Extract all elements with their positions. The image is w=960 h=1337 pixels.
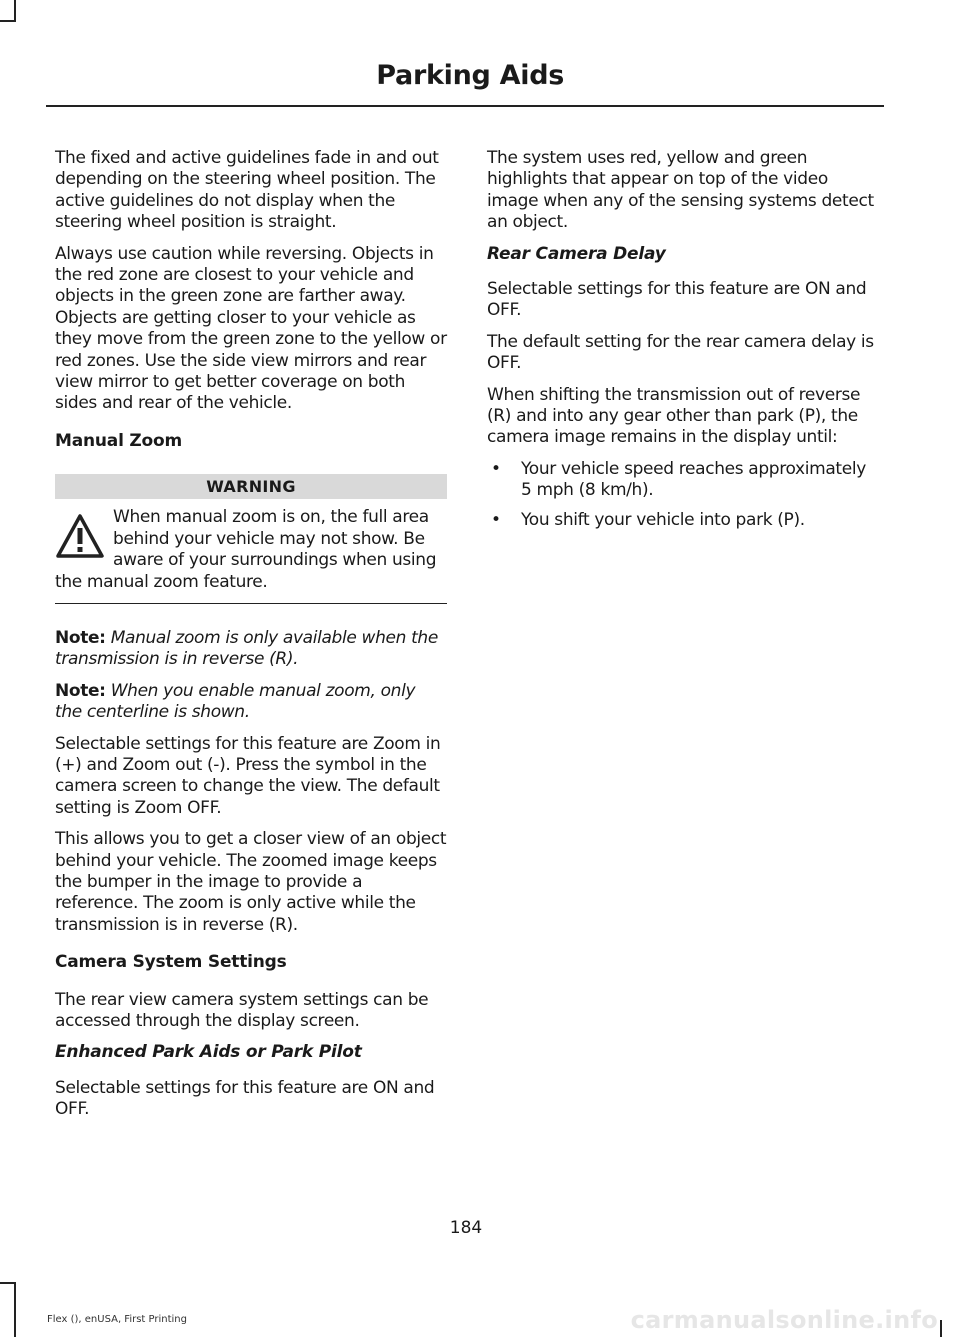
list-item [487,459,879,502]
paragraph-delay-default: The default setting for the rear camera delay is OFF. [487,331,874,374]
crop-mark-bottom-left-v [14,1282,16,1337]
note-text: When you enable manual zoom, only the centerline is shown. [55,680,416,723]
bullet-icon: • [491,509,501,530]
edition-footer: Flex (), enUSA, First Printing [47,1314,187,1325]
condition-list [487,459,879,531]
heading-rear-camera-delay: Rear Camera Delay [487,243,666,264]
note-label: Note: [55,627,106,648]
note-label: Note: [55,680,106,701]
warning-header: WARNING [55,474,447,499]
paragraph-enhanced-settings: Selectable settings for this feature are ON and OFF. [55,1077,435,1120]
list-item-text: Your vehicle speed reaches approximately 5 mph (8 km/h). [521,458,866,501]
crop-mark-bottom-left-h [0,1282,16,1284]
warning-text: When manual zoom is on, the full area behind your vehicle may not show. Be aware of your surroundings when using the manual zoom feature. [55,507,437,592]
paragraph-shifting: When shifting the transmission out of reverse (R) and into any gear other than park (P), the camera image remains in the display until: [487,384,861,448]
watermark: carmanualsonline.info [630,1306,938,1334]
crop-mark-bottom-right-v [940,1320,942,1337]
paragraph-guidelines: The fixed and active guidelines fade in and out depending on the steering wheel position. The active guidelines do not display when the steering wheel position is straight. [55,148,439,233]
heading-camera-system-settings: Camera System Settings [55,952,287,973]
note-text: Manual zoom is only available when the transmission is in reverse (R). [55,627,438,670]
bullet-icon: • [491,458,501,479]
paragraph-caution: Always use caution while reversing. Objects in the red zone are closest to your vehicle and objects in the green zone are farther away. Objects are getting closer to your vehicle as they move from the green zone to the yellow or red zones. Use the side view mirrors and rear view mirror to get better coverage on both sides and rear of the vehicle. [55,243,447,414]
crop-mark-top-left-v [14,0,16,22]
paragraph-camera-settings-access: The rear view camera system settings can be accessed through the display screen. [55,989,429,1031]
paragraph-zoom-settings: Selectable settings for this feature are Zoom in (+) and Zoom out (-). Press the symbol in the camera screen to change the view. The default setting is Zoom OFF. [55,733,441,818]
crop-mark-top-left-h [0,20,16,22]
paragraph-delay-settings: Selectable settings for this feature are ON and OFF. [487,279,867,321]
left-column [55,148,447,1131]
paragraph-highlights: The system uses red, yellow and green highlights that appear on top of the video image when any of the sensing systems detect an object. [487,148,874,233]
note-manual-zoom-availability [55,628,447,671]
right-column [487,148,879,539]
page-number: 184 [449,1218,483,1238]
page-title: Parking Aids [376,60,564,91]
list-item-text: You shift your vehicle into park (P). [521,509,805,530]
heading-manual-zoom: Manual Zoom [55,430,183,451]
warning-triangle-icon [55,513,105,559]
heading-enhanced-park-aids: Enhanced Park Aids or Park Pilot [55,1042,362,1063]
warning-box [55,507,447,604]
paragraph-zoom-description: This allows you to get a closer view of an object behind your vehicle. The zoomed image keeps the bumper in the image to provide a reference. The zoom is only active while the transmission is in reverse (R). [55,829,447,935]
title-rule [46,105,884,107]
list-item [487,510,879,531]
note-centerline [55,681,447,724]
